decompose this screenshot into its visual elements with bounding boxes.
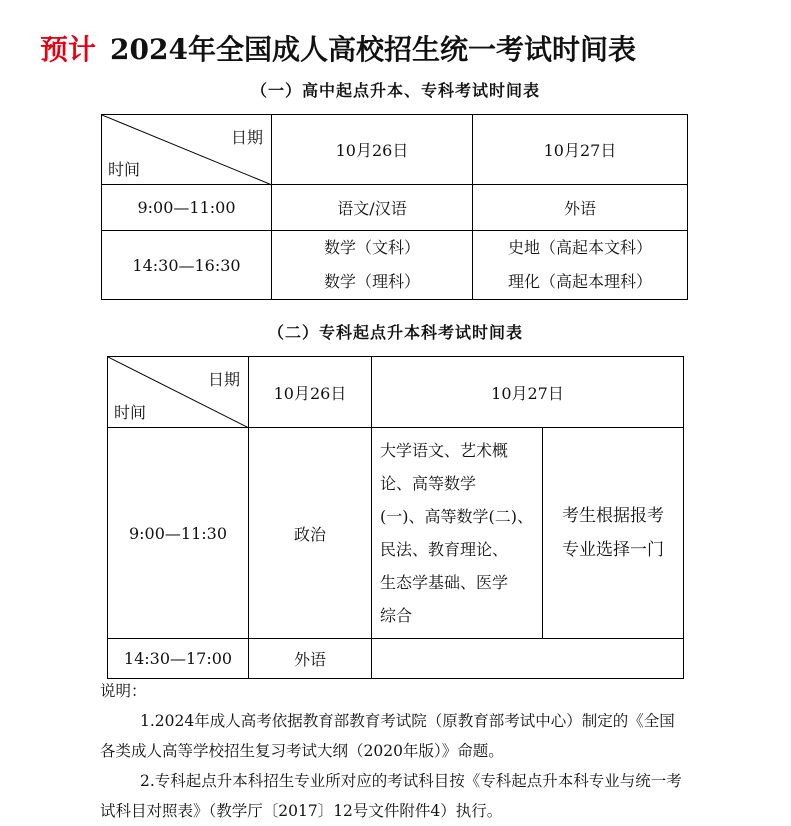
note-line: 考生根据报考 — [562, 506, 664, 526]
table-row — [102, 231, 688, 300]
table2-date-1: 10月26日 — [249, 357, 372, 428]
table-row — [108, 639, 684, 679]
subject-cell — [272, 231, 473, 300]
note-line: 专业选择一门 — [562, 540, 664, 560]
subject-cell: 语文/汉语 — [272, 185, 473, 231]
section1-title: （一）高中起点升本、专科考试时间表 — [250, 81, 540, 100]
subject-cell: 外语 — [473, 185, 688, 231]
table-row — [108, 428, 684, 639]
selection-note-cell — [543, 428, 684, 639]
notes-section — [100, 676, 690, 826]
subject-line: 数学（理科） — [323, 272, 420, 291]
subject-cell: 外语 — [249, 639, 372, 679]
note-item-2: 2.专科起点升本科招生专业所对应的考试科目按《专科起点升本科专业与统一考试科目对照表》（教学厅〔2017〕12号文件附件4）执行。 — [100, 772, 682, 820]
notes-heading: 说明： — [100, 682, 147, 700]
subject-line: 综合 — [380, 606, 413, 625]
time-slot: 9:00—11:30 — [108, 428, 249, 639]
subject-cell: 政治 — [249, 428, 372, 639]
subject-line: 民法、教育理论、 — [380, 540, 509, 559]
title-text: 2024年全国成人高校招生统一考试时间表 — [110, 33, 636, 66]
time-slot: 14:30—17:00 — [108, 639, 249, 679]
subject-line: 生态学基础、医学 — [380, 573, 509, 592]
table1-date-2: 10月27日 — [473, 115, 688, 185]
section2-title: （二）专科起点升本科考试时间表 — [267, 323, 523, 342]
table2-corner-cell — [108, 357, 249, 428]
time-slot: 14:30—16:30 — [102, 231, 272, 300]
table2-date-2: 10月27日 — [372, 357, 684, 428]
time-header-label: 时间 — [114, 403, 147, 422]
subject-cell — [372, 639, 684, 679]
table1-corner-cell — [102, 115, 272, 185]
subject-line: 论、高等数学 — [380, 474, 477, 493]
subject-line: (一)、高等数学(二)、 — [380, 507, 533, 526]
subject-line: 理化（高起本理科） — [507, 272, 652, 291]
subject-line: 大学语文、艺术概 — [380, 441, 509, 460]
estimate-tag: 预计 — [40, 33, 97, 66]
date-header-label: 日期 — [207, 370, 240, 389]
exam-table-2 — [107, 356, 684, 679]
time-slot: 9:00—11:00 — [102, 185, 272, 231]
time-header-label: 时间 — [108, 160, 141, 179]
table1-date-1: 10月26日 — [272, 115, 473, 185]
subject-cell — [473, 231, 688, 300]
date-header-label: 日期 — [230, 128, 263, 147]
subject-list-cell — [372, 428, 543, 639]
note-item-1: 1.2024年成人高考依据教育部教育考试院（原教育部考试中心）制定的《全国各类成人高等学校招生复习考试大纲（2020年版）》命题。 — [100, 712, 675, 760]
subject-line: 数学（文科） — [323, 238, 420, 257]
exam-table-1 — [101, 114, 688, 300]
page-title — [40, 28, 636, 68]
table-row — [102, 185, 688, 231]
subject-line: 史地（高起本文科） — [507, 238, 652, 257]
